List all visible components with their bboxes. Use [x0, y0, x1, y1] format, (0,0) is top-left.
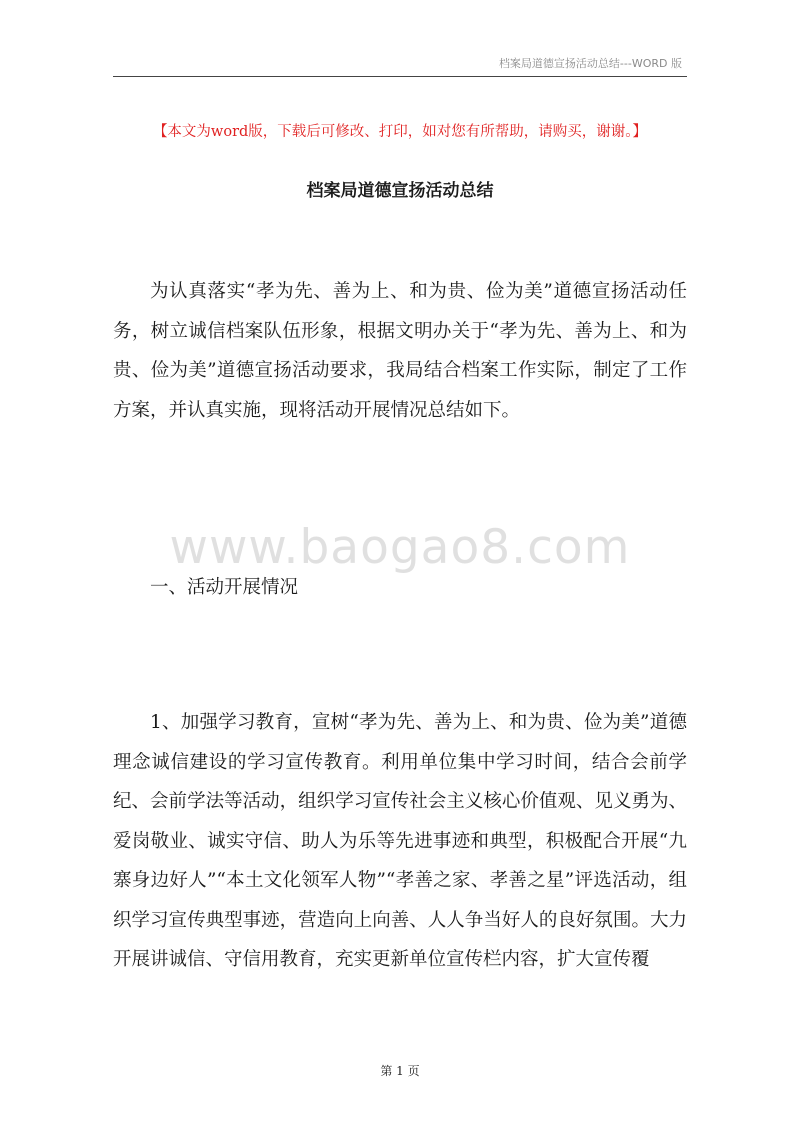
intro-paragraph: 为认真落实“孝为先、善为上、和为贵、俭为美”道德宣扬活动任务，树立诚信档案队伍形象，根据文明办关于“孝为先、善为上、和为贵、俭为美”道德宣扬活动要求，我局结合档案工作实际，制定了工作方案，并认真实施，现将活动开展情况总结如下。: [113, 281, 687, 421]
item-paragraph: 1、加强学习教育，宣树“孝为先、善为上、和为贵、俭为美”道德理念诚信建设的学习宣传教育。利用单位集中学习时间，结合会前学纪、会前学法等活动，组织学习宣传社会主义核心价值观、见义勇为、爱岗敬业、诚实守信、助人为乐等先进事迹和典型，积极配合开展“九寨身边好人”“本土文化领军人物”“孝善之家、孝善之星”评选活动，组织学习宣传典型事迹，营造向上向善、人人争当好人的良好氛围。大力开展讲诚信、守信用教育，充实更新单位宣传栏内容，扩大宣传覆: [113, 712, 687, 970]
document-title: 档案局道德宣扬活动总结: [306, 181, 494, 201]
running-header: 档案局道德宣扬活动总结---WORD 版: [498, 57, 682, 70]
watermark: www.baogao8.com: [169, 520, 631, 575]
section-heading: 一、活动开展情况: [150, 577, 299, 598]
download-notice: 【本文为word版，下载后可修改、打印，如对您有所帮助，请购买，谢谢。】: [152, 124, 648, 140]
header-divider: [113, 76, 687, 77]
page-number: 第 1 页: [380, 1064, 420, 1078]
